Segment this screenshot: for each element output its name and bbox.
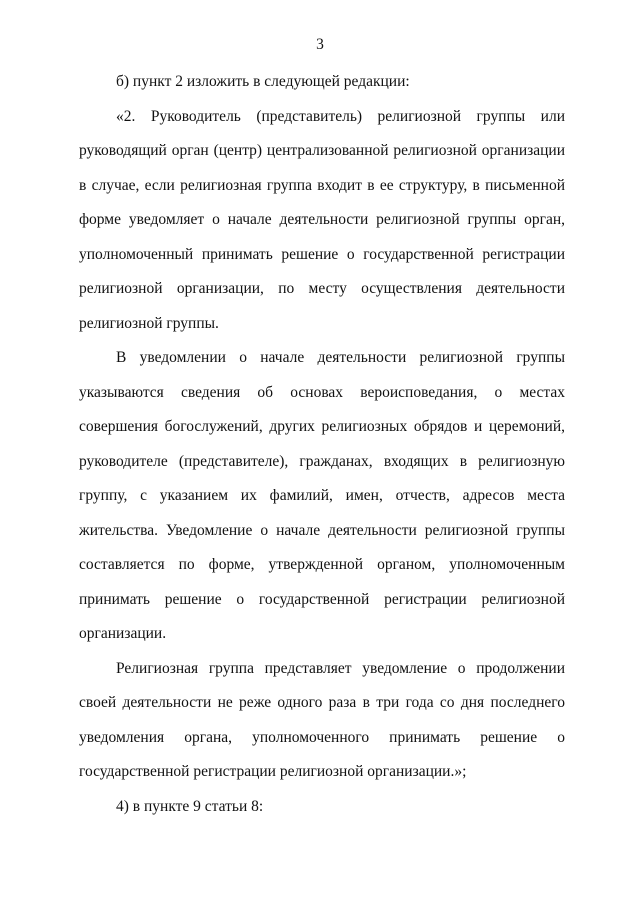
paragraph-continuation-notice: Религиозная группа представляет уведомление о продолжении своей деятельности не реже одного раза в три года со дня последнего уведомления органа, уполномоченного принимать решение о государственной регистрации религиозной организации.»;: [79, 659, 565, 780]
paragraph-amendment-4: 4) в пункте 9 статьи 8:: [116, 797, 264, 815]
document-body: [79, 65, 565, 824]
paragraph-point-2: «2. Руководитель (представитель) религиозной группы или руководящий орган (центр) централизованной религиозной организации в случае, если религиозная группа входит в ее структуру, в письменной форме уведомляет о начале деятельности религиозной группы орган, уполномоченный принимать решение о государственной регистрации религиозной организации, по месту осуществления деятельности религиозной группы.: [79, 107, 565, 332]
paragraph-amendment-b: б) пункт 2 изложить в следующей редакции:: [116, 73, 410, 90]
page-number: 3: [316, 36, 324, 53]
paragraph-notification-details: В уведомлении о начале деятельности религиозной группы указываются сведения об основах вероисповедания, о местах совершения богослужений, других религиозных обрядов и церемоний, руководителе (представителе), гражданах, входящих в религиозную группу, с указанием их фамилий, имен, отчеств, адресов места жительства. Уведомление о начале деятельности религиозной группы составляется по форме, утвержденной органом, уполномоченным принимать решение о государственной регистрации религиозной организации.: [79, 349, 565, 642]
